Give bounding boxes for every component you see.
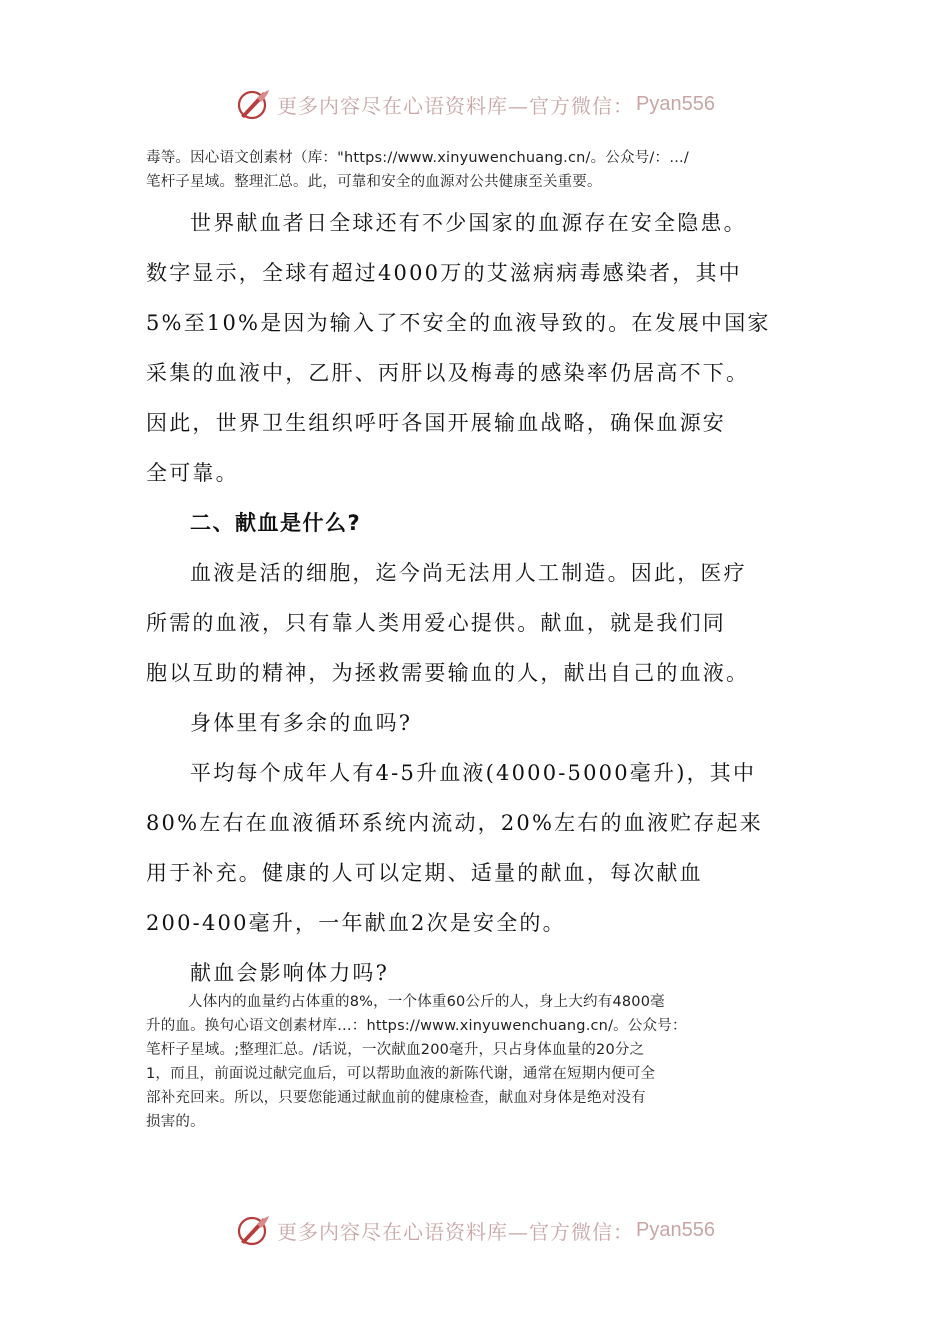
- section-heading: 二、献血是什么?: [190, 511, 362, 535]
- paragraph-line: 80%左右在血液循环系统内流动，20%左右的血液贮存起来: [146, 811, 763, 835]
- quill-pen-logo-icon: [235, 1212, 271, 1248]
- small-paragraph-line: 1，而且，前面说过献完血后，可以帮助血液的新陈代谢，通常在短期内便可全: [146, 1066, 656, 1082]
- intro-note-line: 笔杆子星域。整理汇总。此，可靠和安全的血源对公共健康至关重要。: [146, 174, 602, 190]
- small-paragraph-line: 人体内的血量约占体重的8%，一个体重60公斤的人，身上大约有4800毫: [188, 994, 665, 1010]
- small-paragraph-line: 升的血。换句心语文创素材库…：https://www.xinyuwenchuang.cn/。公众号：: [146, 1018, 687, 1034]
- paragraph-line: 所需的血液，只有靠人类用爱心提供。献血，就是我们同: [146, 611, 726, 635]
- paragraph-line: 用于补充。健康的人可以定期、适量的献血，每次献血: [146, 861, 703, 885]
- watermark-text: 更多内容尽在心语资料库—官方微信：: [277, 93, 635, 118]
- watermark-account: Pyan556: [636, 1218, 715, 1241]
- paragraph-line: 5%至10%是因为输入了不安全的血液导致的。在发展中国家: [146, 311, 771, 335]
- header-watermark: [0, 82, 950, 126]
- paragraph-line: 采集的血液中，乙肝、丙肝以及梅毒的感染率仍居高不下。: [146, 361, 750, 385]
- paragraph-line: 数字显示，全球有超过4000万的艾滋病病毒感染者，其中: [146, 261, 742, 285]
- small-paragraph-line: 笔杆子星域。;整理汇总。/话说，一次献血200毫升，只占身体血量的20分之: [146, 1042, 645, 1058]
- paragraph-line: 全可靠。: [146, 461, 239, 485]
- document-body: [146, 198, 808, 998]
- small-paragraph-line: 损害的。: [146, 1114, 205, 1130]
- question-line: 身体里有多余的血吗?: [190, 711, 413, 735]
- paragraph-line: 200-400毫升，一年献血2次是安全的。: [146, 911, 566, 935]
- small-paragraph: [146, 990, 808, 1134]
- paragraph-line: 世界献血者日全球还有不少国家的血源存在安全隐患。: [190, 211, 747, 235]
- watermark-account: Pyan556: [636, 92, 715, 115]
- footer-watermark: [0, 1208, 950, 1252]
- watermark-text: 更多内容尽在心语资料库—官方微信：: [277, 1219, 635, 1244]
- small-paragraph-line: 部补充回来。所以，只要您能通过献血前的健康检查，献血对身体是绝对没有: [146, 1090, 646, 1106]
- paragraph-line: 血液是活的细胞，迄今尚无法用人工制造。因此，医疗: [190, 561, 747, 585]
- intro-note: [146, 146, 808, 194]
- question-line: 献血会影响体力吗?: [190, 961, 390, 985]
- quill-pen-logo-icon: [235, 86, 271, 122]
- paragraph-line: 因此，世界卫生组织呼吁各国开展输血战略，确保血源安: [146, 411, 726, 435]
- paragraph-line: 平均每个成年人有4-5升血液(4000-5000毫升)，其中: [190, 761, 757, 785]
- paragraph-line: 胞以互助的精神，为拯救需要输血的人，献出自己的血液。: [146, 661, 750, 685]
- intro-note-line: 毒等。因心语文创素材（库："https://www.xinyuwenchuang.cn/。公众号/：…/: [146, 150, 689, 166]
